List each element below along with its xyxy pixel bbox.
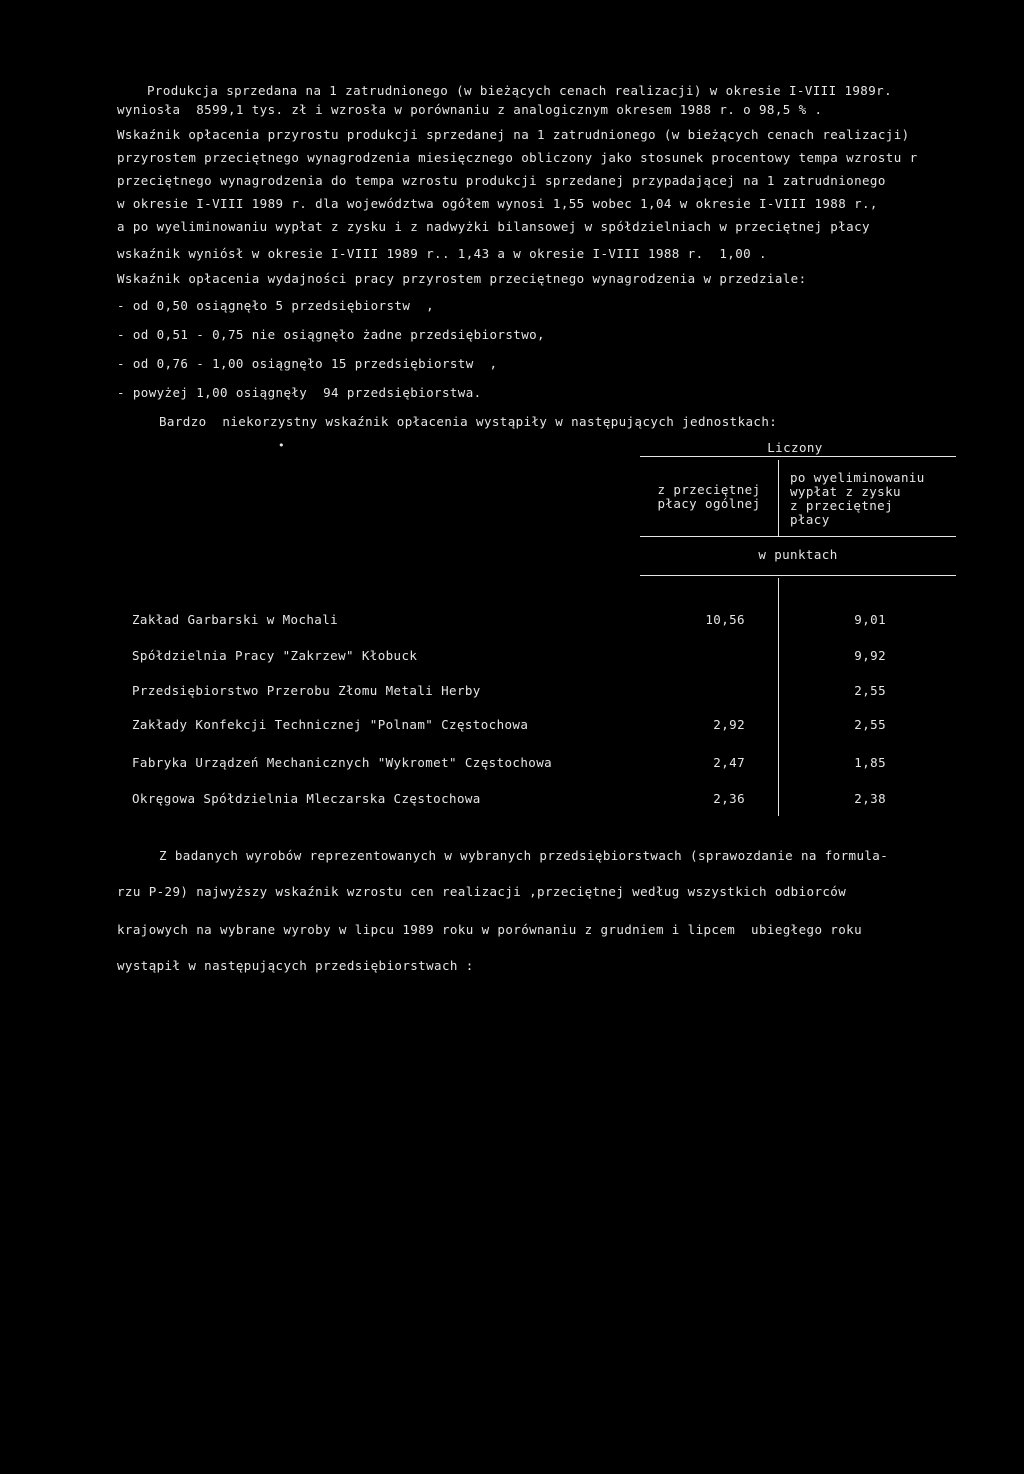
intro-line: przyrostem przeciętnego wynagrodzenia miesięcznego obliczony jako stosunek procentowy tempa wzrostu r (117, 150, 918, 165)
range-item: - od 0,51 - 0,75 nie osiągnęło żadne przedsiębiorstwo, (117, 327, 545, 342)
closing-line: rzu P-29) najwyższy wskaźnik wzrostu cen realizacji ,przeciętnej według wszystkich odbiorców (117, 884, 847, 899)
table-rule (640, 536, 956, 537)
row-name: Zakład Garbarski w Mochali (132, 612, 339, 627)
col2-header-line: płacy (790, 512, 830, 527)
row-name: Fabryka Urządzeń Mechanicznych "Wykromet" Częstochowa (132, 755, 553, 770)
col2-header-line: po wyeliminowaniu (790, 470, 925, 485)
row-value-adjusted: 2,55 (854, 717, 886, 732)
closing-line: Z badanych wyrobów reprezentowanych w wybranych przedsiębiorstwach (sprawozdanie na formula- (159, 848, 889, 863)
intro-line: wskaźnik wyniósł w okresie I-VIII 1989 r.. 1,43 a w okresie I-VIII 1988 r. 1,00 . (117, 246, 767, 261)
table-rule (640, 575, 956, 576)
col1-header-line: płacy ogólnej (657, 496, 761, 511)
range-item: - od 0,76 - 1,00 osiągnęło 15 przedsiębiorstw , (117, 356, 498, 371)
row-value-adjusted: 1,85 (854, 755, 886, 770)
col2-header-line: z przeciętnej (790, 498, 894, 513)
row-value-general: 10,56 (705, 612, 745, 627)
row-value-adjusted: 2,38 (854, 791, 886, 806)
productivity-intro: Wskaźnik opłacenia wydajności pracy przyrostem przeciętnego wynagrodzenia w przedziale: (117, 271, 807, 286)
row-value-adjusted: 2,55 (854, 683, 886, 698)
unfavorable-intro: Bardzo niekorzystny wskaźnik opłacenia wystąpiły w następujących jednostkach: (159, 414, 778, 429)
row-value-general: 2,92 (713, 717, 745, 732)
range-item: - powyżej 1,00 osiągnęły 94 przedsiębiorstwa. (117, 385, 482, 400)
table-unit: w punktach (758, 547, 838, 562)
intro-line: wyniosła 8599,1 tys. zł i wzrosła w porównaniu z analogicznym okresem 1988 r. o 98,5 % . (117, 102, 823, 117)
col2-header-line: wypłat z zysku (790, 484, 901, 499)
table-divider (778, 578, 779, 816)
intro-line: a po wyeliminowaniu wypłat z zysku i z nadwyżki bilansowej w spółdzielniach w przeciętnej płacy (117, 219, 870, 234)
row-value-adjusted: 9,01 (854, 612, 886, 627)
row-value-general: 2,36 (713, 791, 745, 806)
intro-line: Produkcja sprzedana na 1 zatrudnionego (w bieżących cenach realizacji) w okresie I-VIII 1989r. (147, 83, 893, 98)
table-rule (640, 456, 956, 457)
range-item: - od 0,50 osiągnęło 5 przedsiębiorstw , (117, 298, 435, 313)
row-value-adjusted: 9,92 (854, 648, 886, 663)
closing-line: wystąpił w następujących przedsiębiorstwach : (117, 958, 474, 973)
row-name: Przedsiębiorstwo Przerobu Złomu Metali Herby (132, 683, 481, 698)
row-value-general: 2,47 (713, 755, 745, 770)
table-divider (778, 460, 779, 536)
intro-line: w okresie I-VIII 1989 r. dla województwa ogółem wynosi 1,55 wobec 1,04 w okresie I-VIII 1988 r., (117, 196, 878, 211)
row-name: Okręgowa Spółdzielnia Mleczarska Częstochowa (132, 791, 481, 806)
row-name: Spółdzielnia Pracy "Zakrzew" Kłobuck (132, 648, 418, 663)
intro-line: Wskaźnik opłacenia przyrostu produkcji sprzedanej na 1 zatrudnionego (w bieżących cenach realizacji) (117, 127, 910, 142)
col1-header-line: z przeciętnej (657, 482, 761, 497)
closing-line: krajowych na wybrane wyroby w lipcu 1989 roku w porównaniu z grudniem i lipcem ubiegłego roku (117, 922, 863, 937)
row-name: Zakłady Konfekcji Technicznej "Polnam" Częstochowa (132, 717, 529, 732)
table-group-header: Liczony (767, 440, 823, 455)
bullet-mark: • (278, 439, 286, 452)
intro-line: przeciętnego wynagrodzenia do tempa wzrostu produkcji sprzedanej przypadającej na 1 zatrudnionego (117, 173, 886, 188)
